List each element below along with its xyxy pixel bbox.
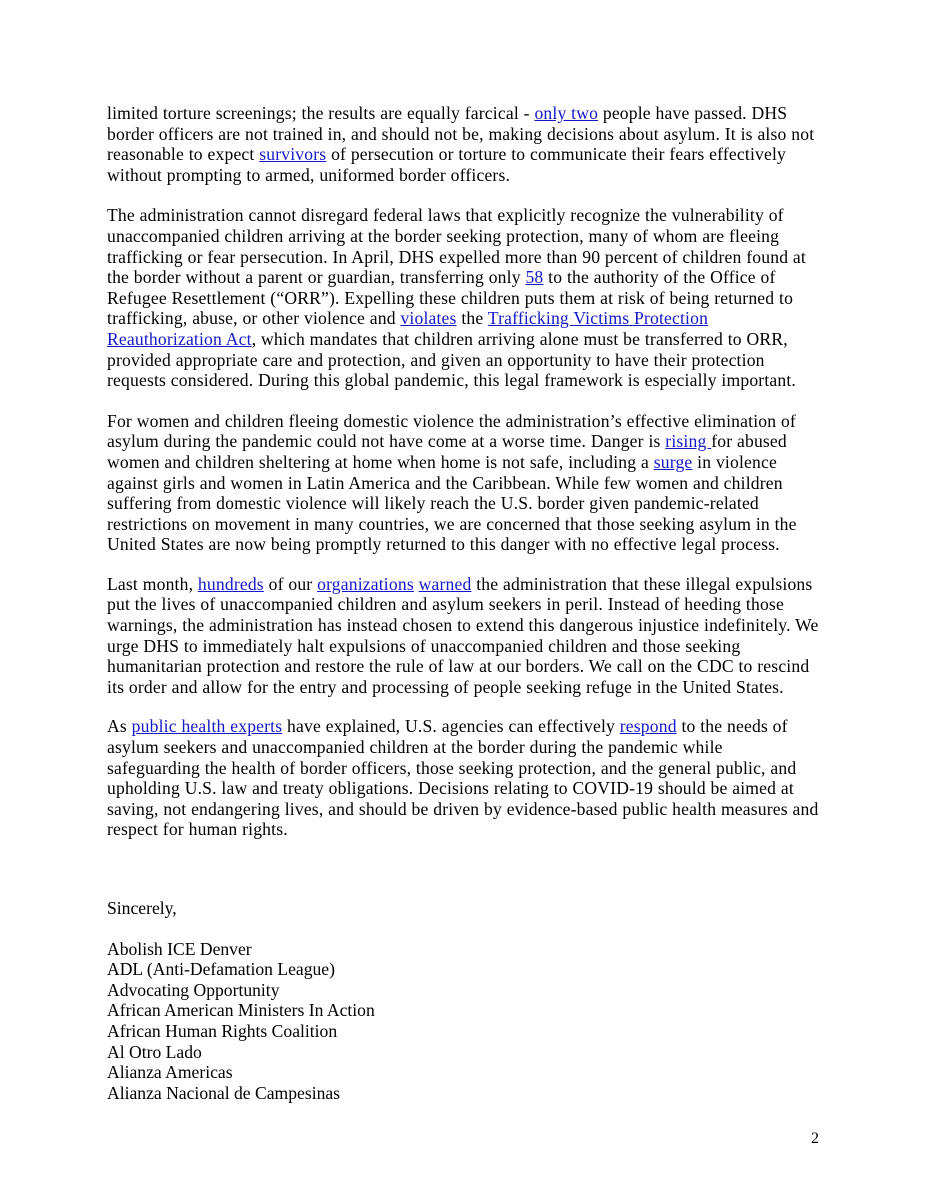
inline-link[interactable]: only two bbox=[534, 103, 599, 123]
inline-link[interactable]: 58 bbox=[525, 267, 544, 288]
body-text: Last month, bbox=[107, 573, 198, 594]
signatory-organization: Abolish ICE Denver bbox=[107, 938, 252, 959]
inline-link[interactable]: surge bbox=[653, 451, 693, 472]
signatory-organization-list bbox=[107, 939, 707, 1104]
body-text: to the needs of asylum seekers and unaccompanied children at the border during the pandemic while safeguarding the health of border officers, those seeking protection, and the general public, and upholding U.S. law and treaty obligations. Decisions relating to COVID-19 should be aimed at saving, not endangering lives, and should be driven by evidence-based public health measures and respect for human rights. bbox=[107, 716, 819, 840]
signatory-organization: ADL (Anti-Defamation League) bbox=[107, 959, 335, 980]
body-text: the bbox=[456, 308, 488, 329]
body-text: have explained, U.S. agencies can effectively bbox=[282, 716, 620, 737]
body-text: For women and children fleeing domestic violence the administration’s effective elimination of asylum during the pandemic could not have come at a worse time. Danger is bbox=[107, 410, 796, 452]
body-text: of persecution or torture to communicate their fears effectively without prompting to armed, uniformed border officers. bbox=[107, 144, 787, 185]
inline-link[interactable]: violates bbox=[400, 308, 457, 329]
body-text: As bbox=[107, 716, 132, 737]
inline-link[interactable]: hundreds bbox=[197, 573, 264, 594]
inline-link[interactable]: respond bbox=[619, 716, 677, 737]
signatory-organization: Alianza Nacional de Campesinas bbox=[107, 1082, 341, 1103]
inline-link[interactable]: survivors bbox=[259, 144, 327, 165]
body-text: The administration cannot disregard federal laws that explicitly recognize the vulnerability of unaccompanied children arriving at the border seeking protection, many of whom are fleeing trafficking or fear persecution. In April, DHS expelled more than 90 percent of children found at the border without a parent or guardian, transferring only bbox=[107, 205, 806, 288]
body-text: , which mandates that children arriving alone must be transferred to ORR, provided appropriate care and protection, and given an opportunity to have their protection requests considered. During this global pandemic, this legal framework is especially important. bbox=[107, 328, 796, 391]
signature-block bbox=[107, 898, 707, 1103]
body-text: limited torture screenings; the results are equally farcical - bbox=[107, 103, 535, 123]
page-number: 2 bbox=[811, 1130, 819, 1147]
document-body bbox=[107, 103, 819, 860]
signatory-organization: Alianza Americas bbox=[107, 1062, 233, 1083]
inline-link[interactable]: organizations bbox=[317, 573, 414, 594]
signatory-organization: African Human Rights Coalition bbox=[107, 1020, 338, 1041]
signatory-organization: Al Otro Lado bbox=[107, 1041, 202, 1062]
paragraph-public-health-experts bbox=[107, 716, 819, 840]
body-text: to the authority of the Office of Refugee Resettlement (“ORR”). Expelling these children puts them at risk of being returned to trafficking, abuse, or other violence and bbox=[107, 267, 794, 329]
body-text: of our bbox=[263, 573, 318, 594]
signatory-organization: Advocating Opportunity bbox=[107, 979, 280, 1000]
signature-salutation: Sincerely, bbox=[107, 898, 177, 918]
body-text: people have passed. DHS border officers are not trained in, and should not be, making decisions about asylum. It is also not reasonable to expect bbox=[107, 103, 815, 165]
inline-link[interactable]: warned bbox=[418, 573, 472, 594]
paragraph-unaccompanied-children bbox=[107, 205, 819, 390]
inline-link[interactable]: Trafficking Victims Protection Reauthorization Act bbox=[107, 308, 709, 349]
paragraph-domestic-violence bbox=[107, 411, 819, 555]
inline-link[interactable]: public health experts bbox=[131, 716, 283, 737]
inline-link[interactable]: rising bbox=[665, 431, 712, 452]
paragraph-last-month-warnings bbox=[107, 574, 819, 698]
body-text: the administration that these illegal expulsions put the lives of unaccompanied children and asylum seekers in peril. Instead of heeding those warnings, the administration has instead chosen to extend this dangerous injustice indefinitely. We urge DHS to immediately halt expulsions of unaccompanied children and those seeking humanitarian protection and restore the rule of law at our borders. We call on the CDC to rescind its order and allow for the entry and processing of people seeking refuge in the United States. bbox=[107, 573, 819, 697]
paragraph-torture-screenings bbox=[107, 103, 819, 185]
body-text: for abused women and children sheltering at home when home is not safe, including a bbox=[107, 431, 787, 472]
body-text: in violence against girls and women in Latin America and the Caribbean. While few women and children suffering from domestic violence will likely reach the U.S. border given pandemic-related restrictions on movement in many countries, we are concerned that those seeking asylum in the United States are now being promptly returned to this danger with no effective legal process. bbox=[107, 451, 797, 555]
signatory-organization: African American Ministers In Action bbox=[107, 1000, 375, 1021]
